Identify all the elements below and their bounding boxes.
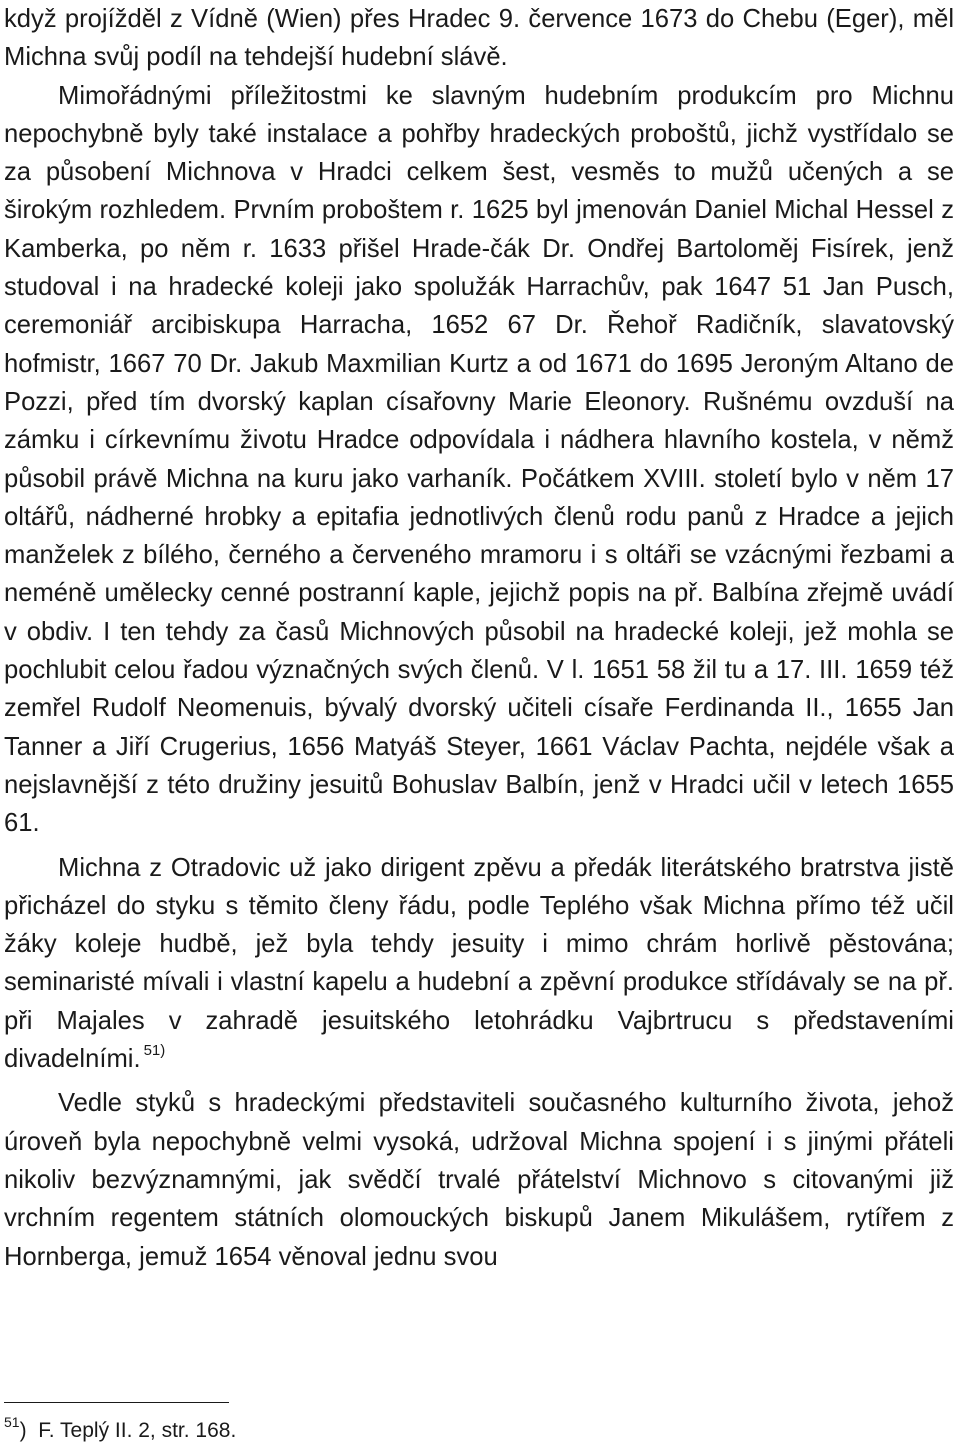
paragraph-2: Mimořádnými příležitostmi ke slavným hudebním produkcím pro Michnu nepochybně byly také instalace a pohřby hradeckých proboštů, jichž vystřídalo se za působení Michnova v Hradci celkem šest, vesměs to mužů učených a se širokým rozhledem. Prvním proboštem r. 1625 byl jmenován Daniel Michal Hessel z Kamberka, po něm r. 1633 přišel Hrade-čák Dr. Ondřej Bartoloměj Fisírek, jenž studoval i na hradecké koleji jako spolužák Harrachův, pak 1647 51 Jan Pusch, ceremoniář arcibiskupa Harracha, 1652 67 Dr. Řehoř Radičník, slavatovský hofmistr, 1667 70 Dr. Jakub Maxmilian Kurtz a od 1671 do 1695 Jeroným Altano de Pozzi, před tím dvorský kaplan císařovny Marie Eleonory. Rušnému ovzduší na zámku i církevnímu životu Hradce odpovídala i nádhera hlavního kostela, v němž působil právě Michna na kuru jako varhaník. Počátkem XVIII. století bylo v něm 17 oltářů, nádherné hrobky a epitafia jednotlivých členů rodu panů z Hradce a jejich manželek z bílého, černého a červeného mramoru i s oltáři se vzácnými řezbami a neméně umělecky cenné postranní kaple, jejichž popis na př. Balbína zřejmě uvádí v obdiv. I ten tehdy za časů Michnových působil na hradecké koleji, jež mohla se pochlubit celou řadou význačných svých členů. V l. 1651 58 žil tu a 17. III. 1659 též zemřel Rudolf Neomenuis, bývalý dvorský učiteli císaře Ferdinanda II., 1655 Jan Tanner a Jiří Crugerius, 1656 Matyáš Steyer, 1661 Václav Pachta, nejdéle však a nejslavnější z této družiny jesuitů Bohuslav Balbín, jenž v Hradci učil v letech 1655 61. — [4, 81, 954, 838]
footnote-divider — [4, 1402, 229, 1403]
footnote-number: 51 — [4, 1414, 20, 1430]
footnote-marker: ) — [19, 1419, 27, 1442]
footnote-text: F. Teplý II. 2, str. 168. — [38, 1419, 237, 1442]
paragraph-3-text: Michna z Otradovic už jako dirigent zpěvu a předák literátského bratrstva jistě přicházel do styku s těmito členy řádu, podle Teplého však Michna přímo též učil žáky koleje hudbě, jež byla tehdy jesuity i mimo chrám horlivě pěstována; seminaristé mívali i vlastní kapelu a hudební a zpěvní produkce střídávaly se na př. při Majales v zahradě jesuitského letohrádku Vajbrtrucu s představeními divadelními. — [4, 853, 954, 1074]
paragraph-3 — [4, 849, 954, 1079]
footnote-reference[interactable]: 51) — [143, 1042, 166, 1060]
document-page — [4, 0, 954, 1276]
footnote — [4, 1414, 237, 1444]
paragraph-4: Vedle styků s hradeckými představiteli současného kulturního života, jehož úroveň byla nepochybně velmi vysoká, udržoval Michna spojení i s jinými přáteli nikoliv bezvýznamnými, jak svědčí trvalé přátelství Michnovo s citovanými již vrchním regentem státních olomouckých biskupů Janem Mikulášem, rytířem z Hornberga, jemuž 1654 věnoval jednu svou — [4, 1089, 954, 1271]
paragraph-1: když projížděl z Vídně (Wien) přes Hradec 9. července 1673 do Chebu (Eger), měl Michna svůj podíl na tehdejší hudební slávě. — [4, 5, 954, 72]
